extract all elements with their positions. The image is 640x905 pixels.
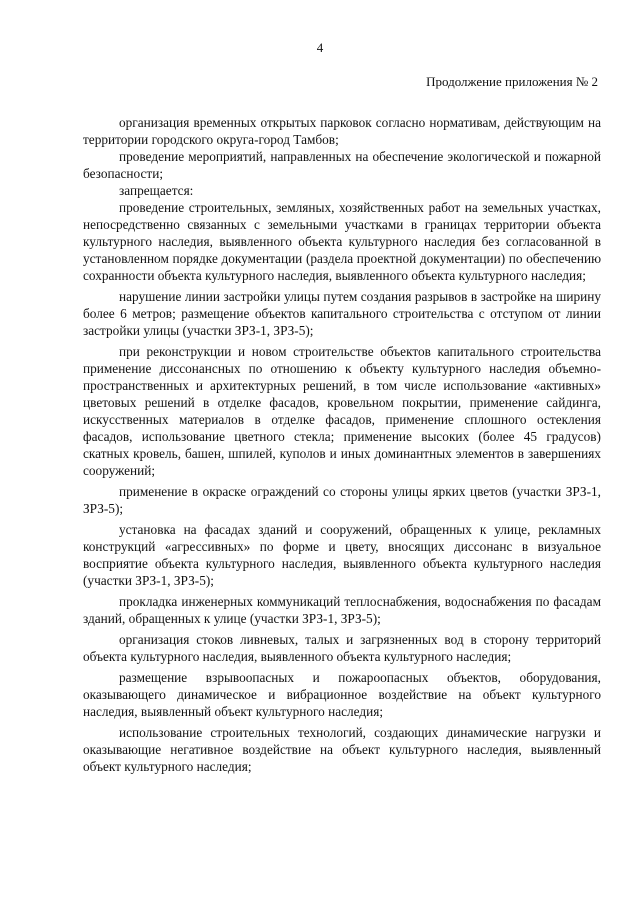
paragraph: запрещается: [119,183,194,198]
paragraph: при реконструкции и новом строительстве объектов капитального строительства применение диссонансных по отношению к объекту культурного наследия объемно-пространственных и архитектурных решений, в том числе использование «активных» цветовых решений в отделке фасадов, кровельном покрытии, применение сайдинга, искусственных материалов в отделке фасадов, применение сплошного остекления фасадов, использование цветного стекла; применение высоких (более 45 градусов) скатных кровель, башен, шпилей, куполов и иных доминантных элементов в завершениях сооружений; [83,344,601,478]
document-body [83,114,601,775]
paragraph: проведение мероприятий, направленных на обеспечение экологической и пожарной безопасности; [83,149,601,181]
paragraph: размещение взрывоопасных и пожароопасных объектов, оборудования, оказывающего динамическое и вибрационное воздействие на объект культурного наследия, выявленный объект культурного наследия; [83,670,601,719]
paragraph: применение в окраске ограждений со стороны улицы ярких цветов (участки ЗРЗ-1, ЗРЗ-5); [83,484,601,516]
paragraph: организация стоков ливневых, талых и загрязненных вод в сторону территорий объекта культурного наследия, выявленного объекта культурного наследия; [83,632,601,664]
page-number: 4 [316,40,324,55]
paragraph: организация временных открытых парковок согласно нормативам, действующим на территории городского округа-город Тамбов; [83,115,601,147]
paragraph: установка на фасадах зданий и сооружений, обращенных к улице, рекламных конструкций «агрессивных» по форме и цвету, вносящих диссонанс в визуальное восприятие объекта культурного наследия, выявленного объекта культурного наследия (участки ЗРЗ-1, ЗРЗ-5); [83,522,601,588]
paragraph: прокладка инженерных коммуникаций теплоснабжения, водоснабжения по фасадам зданий, обращенных к улице (участки ЗРЗ-1, ЗРЗ-5); [83,594,601,626]
paragraph: проведение строительных, земляных, хозяйственных работ на земельных участках, непосредственно связанных с земельными участками в границах территории объекта культурного наследия, выявленного объекта культурного наследия без согласованной в установленном порядке документации (раздела проектной документации) по обеспечению сохранности объекта культурного наследия, выявленного объекта культурного наследия; [83,200,601,283]
paragraph: нарушение линии застройки улицы путем создания разрывов в застройке на ширину более 6 метров; размещение объектов капитального строительства с отступом от линии застройки улицы (участки ЗРЗ-1, ЗРЗ-5); [83,289,601,338]
appendix-continuation-note: Продолжение приложения № 2 [426,74,598,89]
paragraph: использование строительных технологий, создающих динамические нагрузки и оказывающие негативное воздействие на объект культурного наследия, выявленный объект культурного наследия; [83,725,601,774]
